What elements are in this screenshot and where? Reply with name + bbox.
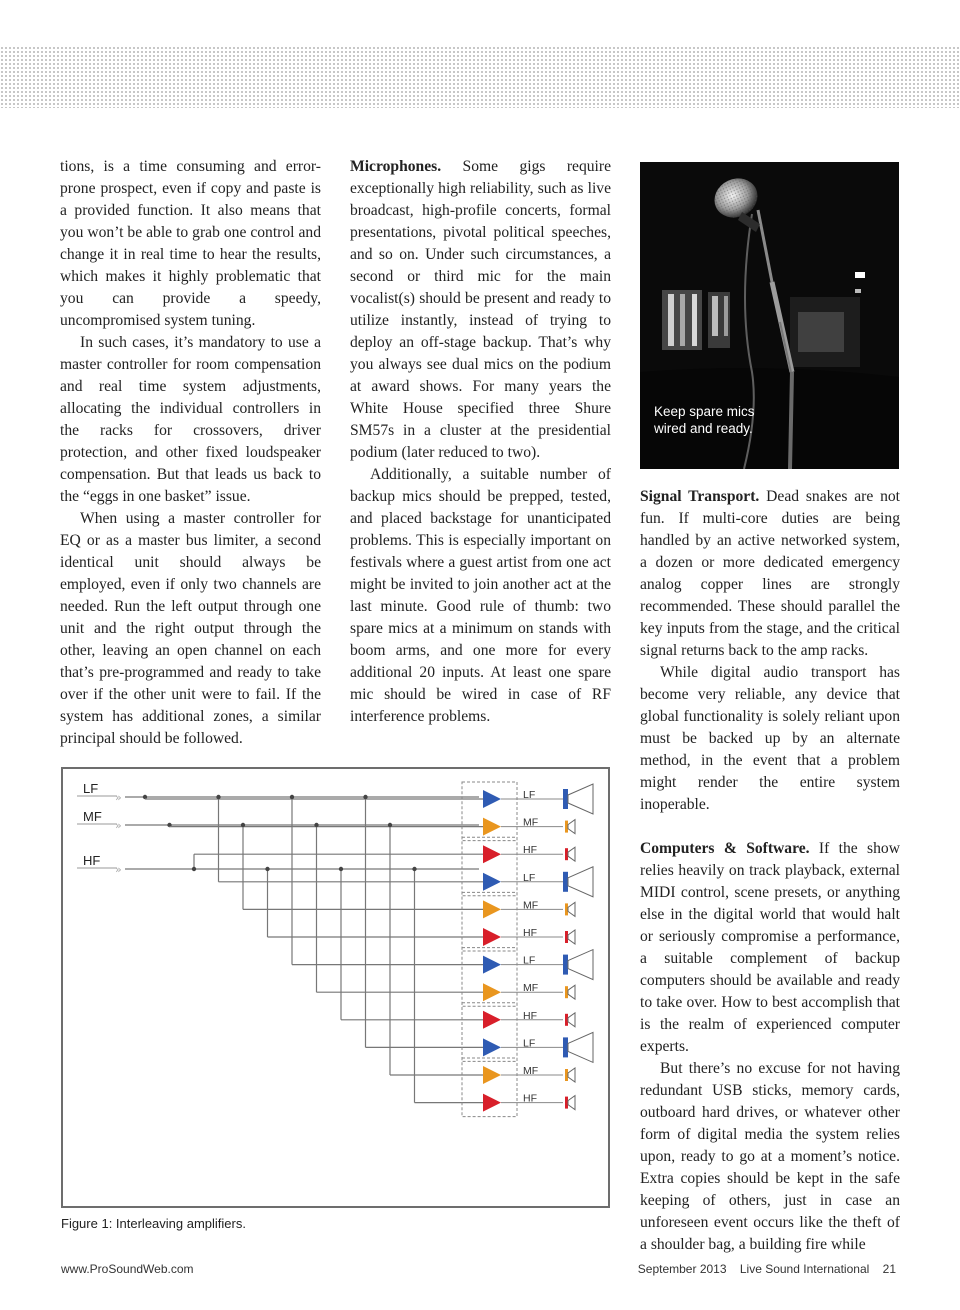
horn-icon bbox=[568, 1068, 575, 1082]
article-column-2 bbox=[350, 156, 611, 728]
paragraph-text: Some gigs require exceptionally high reliability, such as live broadcast, high-profile concerts, formal presentations, pivotal political speeches, and so on. Under such circumstances, a second or third mic for the main vocalist(s) should be present and ready to utilize instantly, instead of trying to deploy an off-stage backup. That’s why you always see dual mics on the podium at award shows. For many years the White House specified three Shure SM57s in a cluster at the presidential podium (later reduced to two). bbox=[350, 158, 611, 461]
horn-icon bbox=[568, 902, 575, 916]
paragraph bbox=[640, 838, 900, 1058]
horn-icon bbox=[568, 820, 575, 834]
article-column-1 bbox=[60, 156, 321, 750]
junction-dot bbox=[339, 867, 343, 871]
junction-dot bbox=[241, 823, 245, 827]
speaker-cone-icon bbox=[568, 867, 593, 897]
amplifier-triangle-icon bbox=[483, 900, 501, 918]
output-label-mf: MF bbox=[523, 982, 539, 995]
amplifier-triangle-icon bbox=[483, 928, 501, 946]
paragraph: When using a master controller for EQ or as a master bus limiter, a second identical unit should always be employed, even if only two channels are needed. Run the left output through one unit and the right output through the other, leaving an open channel on each that’s pre-programmed and ready to take over if the other unit were to fail. If the system has additional zones, a similar principal should be followed. bbox=[60, 510, 321, 747]
output-label-lf: LF bbox=[523, 1037, 536, 1050]
woofer-speaker-icon bbox=[563, 1037, 568, 1057]
output-label-lf: LF bbox=[523, 954, 536, 967]
amplifier-triangle-icon bbox=[483, 1066, 501, 1084]
junction-dot bbox=[265, 867, 269, 871]
input-label-hf: HF bbox=[83, 853, 101, 868]
horn-icon bbox=[568, 930, 575, 944]
amplifier-triangle-icon bbox=[483, 983, 501, 1001]
amplifier-triangle-icon bbox=[483, 956, 501, 974]
amplifier-triangle-icon bbox=[483, 790, 501, 808]
figure-interleaving-amplifiers bbox=[61, 767, 610, 1208]
paragraph-text: If the show relies heavily on track playback, external MIDI control, scene presets, or anything else in the digital world that would halt or seriously compromise a performance, a suitable complement of backup computers should be available and ready to take over. How to best accomplish that is the realm of experienced computer experts. bbox=[640, 840, 900, 1055]
junction-dot bbox=[412, 867, 416, 871]
horn-icon bbox=[568, 985, 575, 999]
footer-website: www.ProSoundWeb.com bbox=[61, 1262, 194, 1276]
horn-icon bbox=[568, 847, 575, 861]
paragraph: tions, is a time consuming and error-prone prospect, even if copy and paste is a provided function. It also means that you won’t be able to grab one control and change it in real time to hear the results, which makes it highly problematic that you can provide a speedy, uncompromised system tuning. bbox=[60, 158, 321, 329]
input-arrow-icon: » bbox=[115, 791, 122, 804]
amplifier-triangle-icon bbox=[483, 818, 501, 836]
paragraph bbox=[350, 156, 611, 464]
speaker-cone-icon bbox=[568, 950, 593, 980]
output-label-lf: LF bbox=[523, 871, 536, 884]
speaker-cone-icon bbox=[568, 1032, 593, 1062]
output-label-hf: HF bbox=[523, 927, 537, 939]
junction-dot bbox=[216, 795, 220, 799]
microphone-photo bbox=[640, 162, 899, 469]
output-label-hf: HF bbox=[523, 1092, 537, 1105]
amplifier-triangle-icon bbox=[483, 1038, 501, 1056]
footer-publication: Live Sound International bbox=[739, 1262, 870, 1276]
junction-dot bbox=[192, 867, 196, 871]
article-column-3 bbox=[640, 486, 900, 1256]
paragraph: Additionally, a suitable number of backup mics should be prepped, tested, and placed backstage for unanticipated problems. This is especially important on festivals where a guest artist from one act might be invited to join another act at the last minute. Good rule of thumb: two spare mics at a minimum on stands with boom arms, and one more for every additional 20 inputs. At least one spare mic should be wired in case of RF interference problems. bbox=[350, 466, 611, 725]
paragraph bbox=[640, 486, 900, 662]
junction-dot bbox=[290, 795, 294, 799]
input-arrow-icon: » bbox=[115, 819, 122, 832]
output-label-hf: HF bbox=[523, 1009, 537, 1022]
output-label-hf: HF bbox=[523, 844, 537, 857]
speaker-cone-icon bbox=[568, 784, 593, 814]
amplifier-triangle-icon bbox=[483, 845, 501, 863]
input-label-lf: LF bbox=[83, 781, 99, 796]
output-label-mf: MF bbox=[523, 1065, 539, 1077]
input-label-mf: MF bbox=[83, 809, 102, 824]
junction-dot bbox=[314, 823, 318, 827]
output-label-lf: LF bbox=[523, 789, 536, 801]
footer-date: September 2013 bbox=[637, 1262, 727, 1276]
horn-icon bbox=[568, 1096, 575, 1110]
amplifier-triangle-icon bbox=[483, 1094, 501, 1112]
woofer-speaker-icon bbox=[563, 872, 568, 892]
paragraph-text: Dead snakes are not fun. If multi-core duties are being handled by an active networked system, a dozen or more dedicated emergency analog copper lines are strongly recommended. These should parallel the key inputs from the stage, and the critical signal returns back to the amp racks. bbox=[640, 488, 900, 659]
input-arrow-icon: » bbox=[115, 863, 122, 876]
footer-info bbox=[628, 1262, 896, 1276]
section-heading-microphones: Microphones. bbox=[350, 158, 442, 175]
paragraph: While digital audio transport has become very reliable, any device that global functionality is solely reliant upon must be backed up by an alternate method, in the event that a problem might render the entire system inoperable. bbox=[640, 664, 900, 813]
junction-dot bbox=[363, 795, 367, 799]
section-heading-signal-transport: Signal Transport. bbox=[640, 488, 760, 505]
junction-dot bbox=[388, 823, 392, 827]
photo-caption: Keep spare mics wired and ready. bbox=[654, 404, 755, 436]
footer-page-number: 21 bbox=[882, 1262, 896, 1276]
paragraph: But there’s no excuse for not having redundant USB sticks, memory cards, outboard hard drives, or whatever other form of digital media the system relies upon, ready to go at a moment’s notice. Extra copies should be kept in the safe keeping of others, just in case an unforeseen event occurs like the theft of a shoulder bag, a building fire while bbox=[640, 1060, 900, 1253]
horn-icon bbox=[568, 1013, 575, 1027]
amplifier-triangle-icon bbox=[483, 1011, 501, 1029]
figure-caption: Figure 1: Interleaving amplifiers. bbox=[61, 1216, 246, 1231]
dotted-header-band bbox=[0, 46, 960, 108]
amplifier-triangle-icon bbox=[483, 873, 501, 891]
woofer-speaker-icon bbox=[563, 789, 568, 809]
section-heading-computers-software: Computers & Software. bbox=[640, 840, 810, 857]
woofer-speaker-icon bbox=[563, 955, 568, 975]
interleaving-amplifiers-diagram bbox=[63, 769, 608, 1206]
output-label-mf: MF bbox=[523, 899, 539, 912]
paragraph: In such cases, it’s mandatory to use a master controller for room compensation and real time system adjustments, allocating the individual controllers in the racks for crossovers, driver protection, and other fixed loudspeaker compensation. But that leads us back to the “eggs in one basket” issue. bbox=[60, 334, 321, 505]
output-label-mf: MF bbox=[523, 816, 539, 829]
